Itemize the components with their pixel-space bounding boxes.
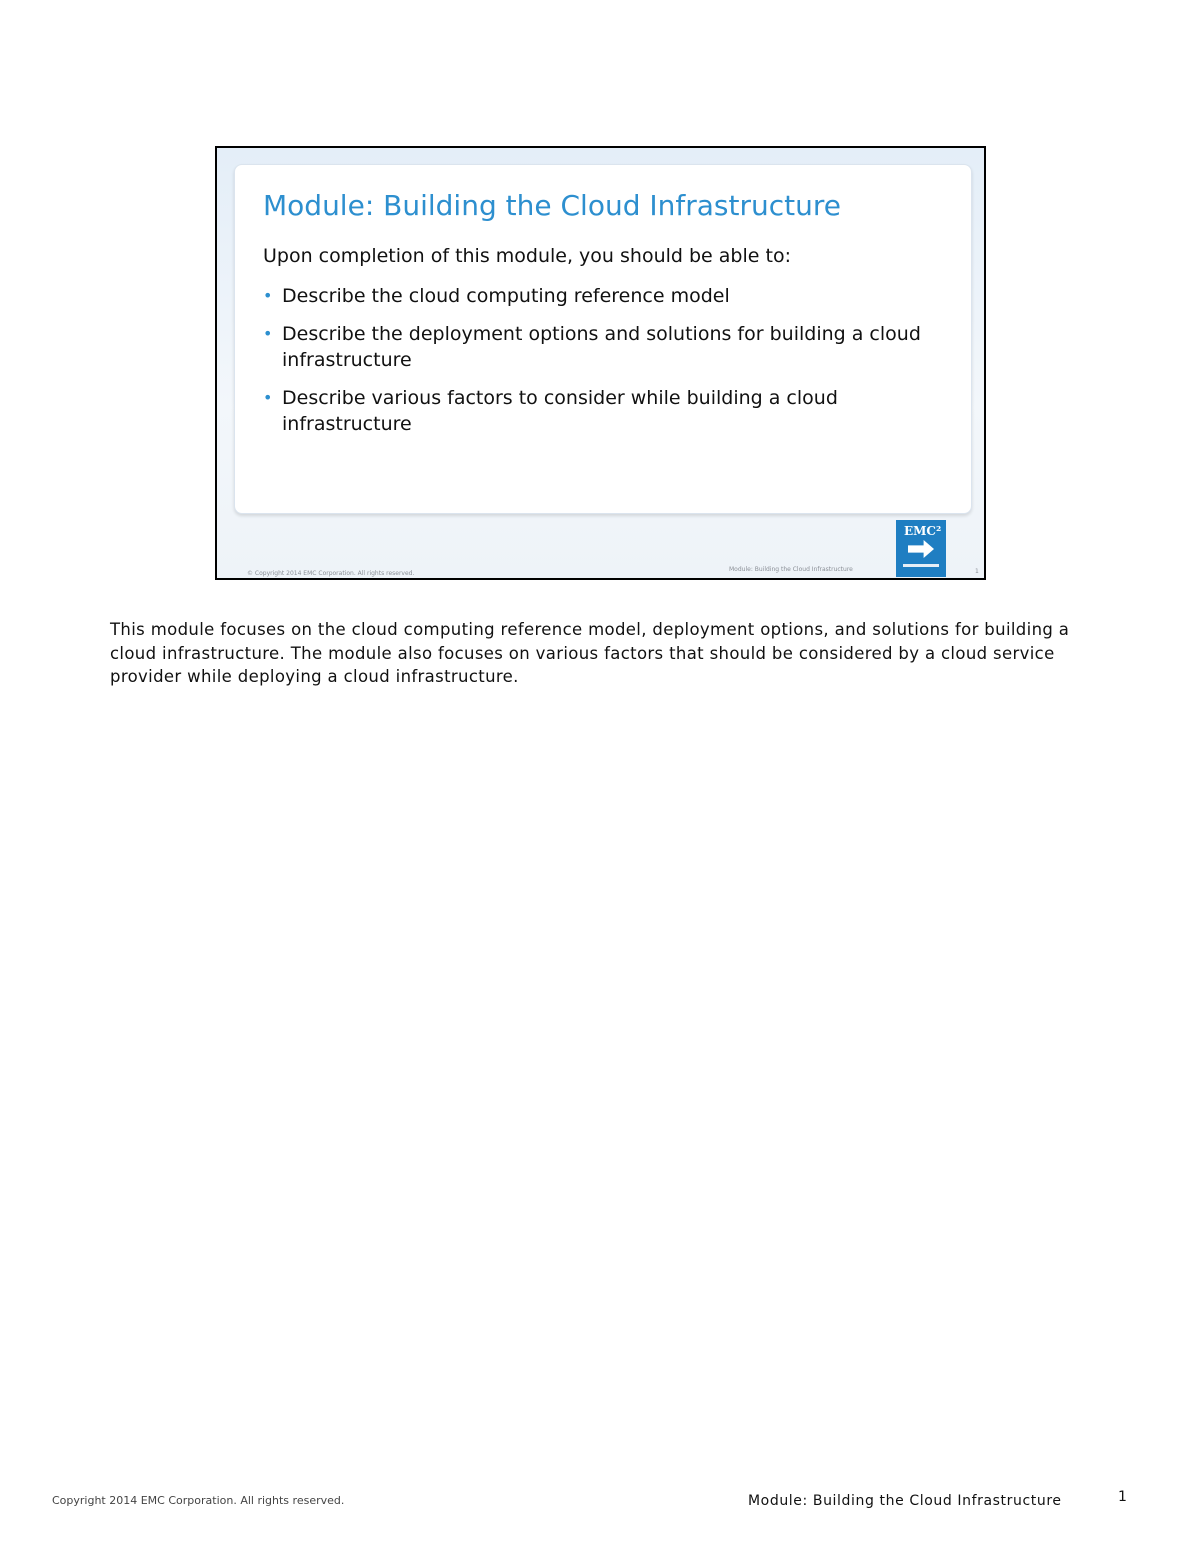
page-number: 1 <box>1118 1489 1127 1505</box>
emc-logo <box>896 520 946 577</box>
slide-footer-title: Module: Building the Cloud Infrastructure <box>729 566 853 573</box>
slide-bullet-item <box>263 321 953 373</box>
slide-intro-text: Upon completion of this module, you should be able to: <box>263 245 791 267</box>
slide-footer-copyright: © Copyright 2014 EMC Corporation. All rights reserved. <box>247 570 415 577</box>
slide-bullet-item <box>263 283 953 309</box>
page-copyright: Copyright 2014 EMC Corporation. All rights reserved. <box>52 1494 345 1507</box>
slide-thumbnail <box>215 146 986 580</box>
slide-bullet-list <box>263 283 953 449</box>
emc-arrow-icon <box>908 540 934 558</box>
slide-bullet-text: Describe the deployment options and solutions for building a cloud infrastructure <box>282 323 921 371</box>
page-footer-title: Module: Building the Cloud Infrastructure <box>748 1493 1062 1509</box>
slide-title: Module: Building the Cloud Infrastructure <box>263 189 841 222</box>
slide-bullet-text: Describe various factors to consider while building a cloud infrastructure <box>282 387 838 435</box>
bullet-icon: • <box>263 286 273 305</box>
slide-content-panel <box>234 164 972 514</box>
bullet-icon: • <box>263 388 273 407</box>
speaker-notes-text: This module focuses on the cloud computing reference model, deployment options, and solutions for building a cloud infrastructure. The module also focuses on various factors that should be considered by a cloud service provider while deploying a cloud infrastructure. <box>110 620 1070 686</box>
emc-logo-bar <box>903 564 939 567</box>
slide-bullet-item <box>263 385 953 437</box>
slide-page-number: 1 <box>975 568 979 575</box>
bullet-icon: • <box>263 324 273 343</box>
emc-logo-text: EMC² <box>904 524 942 538</box>
slide-bullet-text: Describe the cloud computing reference model <box>282 285 730 307</box>
